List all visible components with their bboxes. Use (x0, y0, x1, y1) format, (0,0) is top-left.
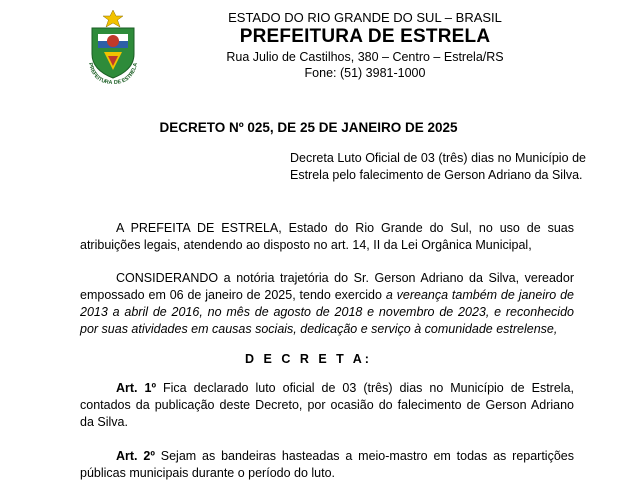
svg-text:PREFEITURA DE ESTRELA: PREFEITURA DE ESTRELA (86, 62, 140, 86)
article-2-text: Sejam as bandeiras hasteadas a meio-mastro em todas as repartições públicas municipais durante o período do luto. (80, 449, 574, 480)
preamble-paragraph (80, 220, 574, 254)
article-1-label: Art. 1º (116, 381, 157, 395)
city-hall-title: PREFEITURA DE ESTRELA (239, 26, 491, 47)
article-2-label: Art. 2º (116, 449, 155, 463)
considering-italic-text: a vereança também de janeiro de 2013 a abril de 2016, no mês de agosto de 2018 e novembro de 2023, e reconhecido por suas atividades em causas sociais, dedicação e serviço à comunidade estrelense, (80, 288, 574, 336)
preamble-text: A PREFEITA DE ESTRELA, Estado do Rio Grande do Sul, no uso de suas atribuições legais, atendendo ao disposto no art. 14, II da Lei Orgânica Municipal, (80, 221, 574, 252)
decree-summary: Decreta Luto Oficial de 03 (três) dias no Município de Estrela pelo falecimento de Gerson Adriano da Silva. (290, 151, 586, 182)
article-1 (80, 380, 574, 431)
phone-line: Fone: (51) 3981-1000 (304, 66, 426, 80)
address-line: Rua Julio de Castilhos, 380 – Centro – Estrela/RS (226, 50, 504, 64)
municipal-crest-logo (84, 8, 142, 86)
article-2 (80, 448, 574, 482)
article-1-text: Fica declarado luto oficial de 03 (três) dias no Município de Estrela, contados da publicação deste Decreto, por ocasião do falecimento de Gerson Adriano da Silva. (80, 381, 574, 429)
decreta-heading: D E C R E T A: (245, 352, 372, 366)
decree-title: DECRETO Nº 025, DE 25 DE JANEIRO DE 2025 (159, 120, 458, 135)
state-line: ESTADO DO RIO GRANDE DO SUL – BRASIL (228, 10, 502, 25)
considering-paragraph (80, 270, 574, 338)
considering-text: CONSIDERANDO a notória trajetória do Sr. Gerson Adriano da Silva, vereador empossado em 06 de janeiro de 2025, tendo exercido (80, 271, 574, 302)
